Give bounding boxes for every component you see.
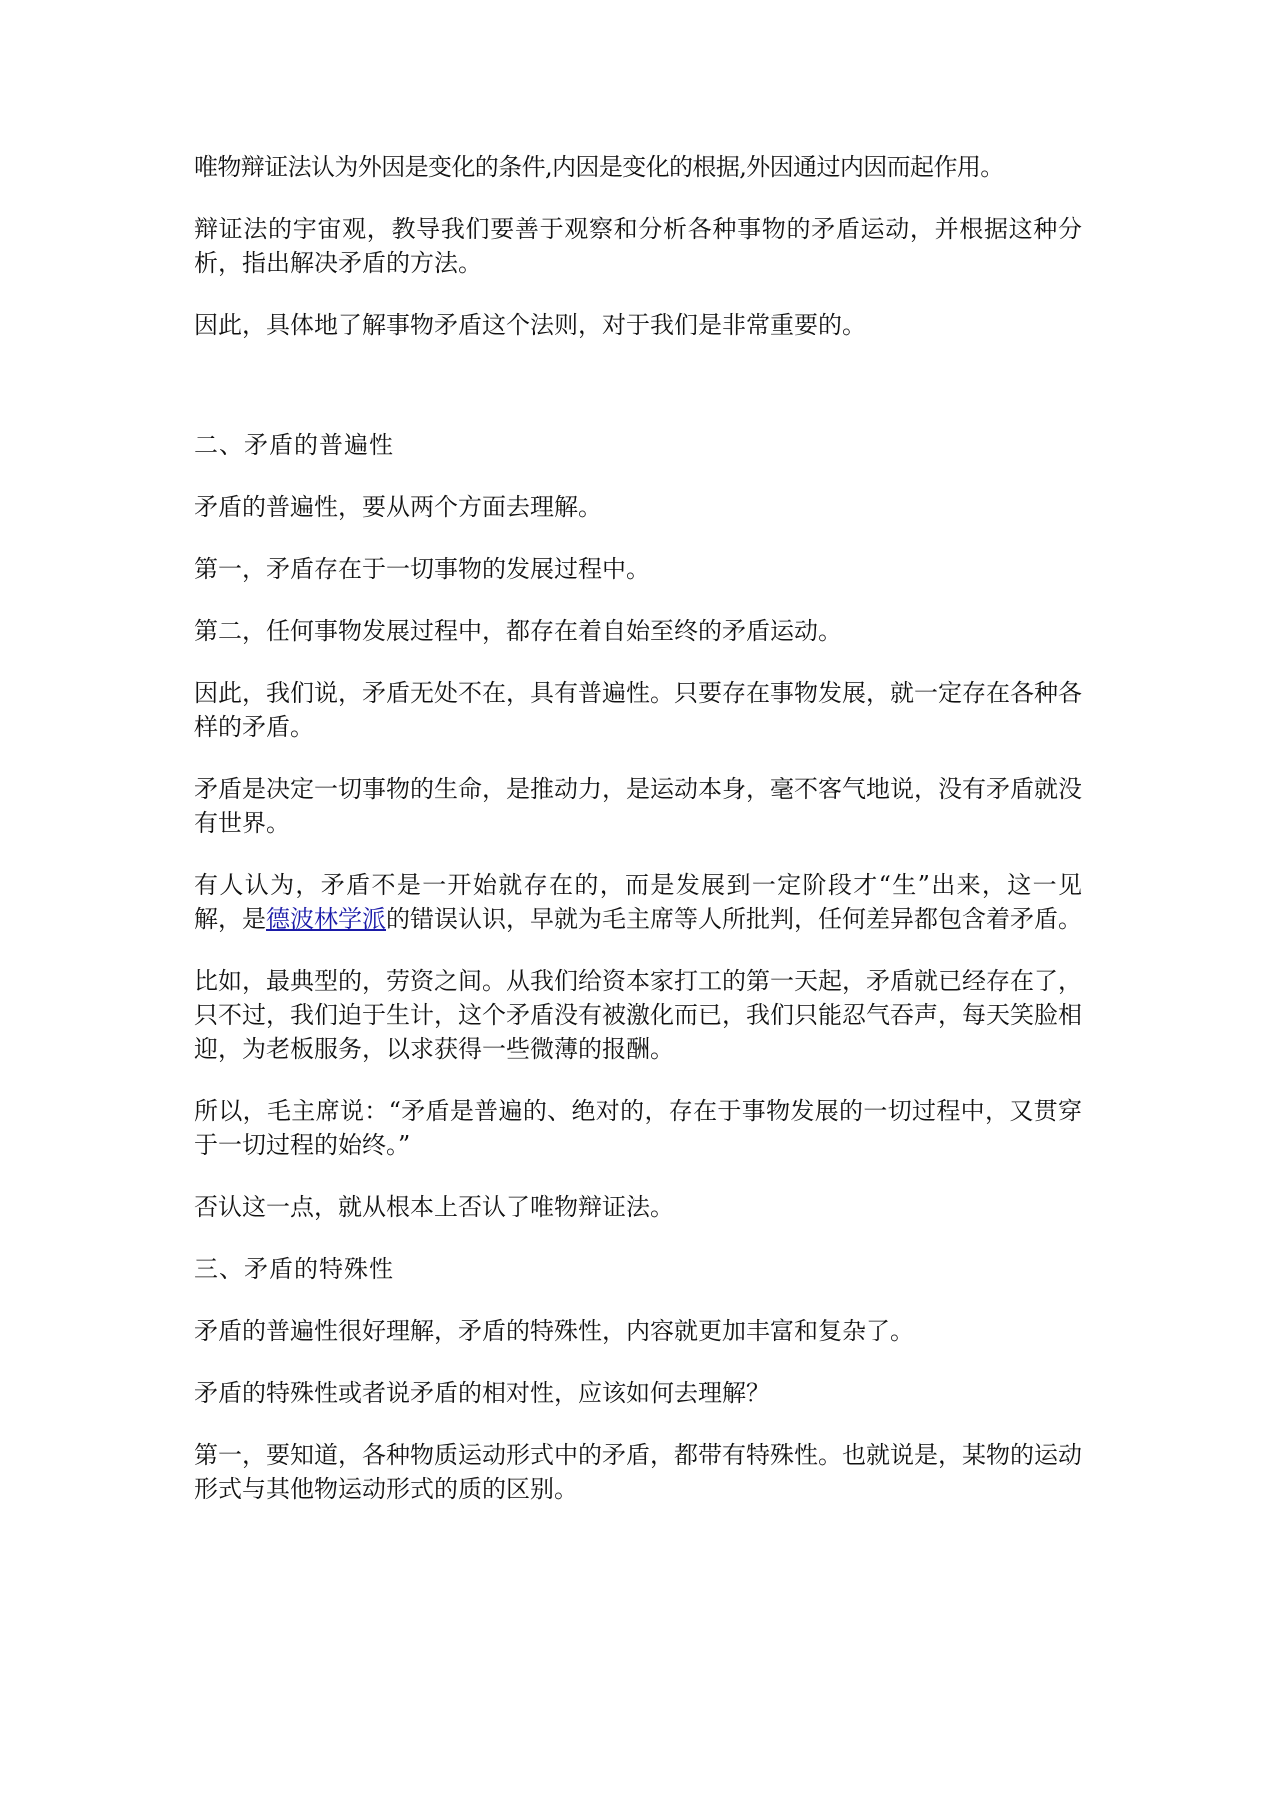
paragraph-universality-conclusion: 因此，我们说，矛盾无处不在，具有普遍性。只要存在事物发展，就一定存在各种各样的矛盾。 [194, 679, 1082, 741]
paragraph-universality-second: 第二，任何事物发展过程中，都存在着自始至终的矛盾运动。 [194, 617, 842, 645]
document-body [194, 150, 1082, 1534]
paragraph-dialectics-worldview: 辩证法的宇宙观，教导我们要善于观察和分析各种事物的矛盾运动，并根据这种分析，指出解决矛盾的方法。 [194, 215, 1082, 277]
paragraph-particularity-first: 第一，要知道，各种物质运动形式中的矛盾，都带有特殊性。也就说是，某物的运动形式与其他物运动形式的质的区别。 [194, 1441, 1082, 1503]
paragraph-universality-first: 第一，矛盾存在于一切事物的发展过程中。 [194, 555, 650, 583]
paragraph-external-internal-causes: 唯物辩证法认为外因是变化的条件,内因是变化的根据,外因通过内因而起作用。 [194, 153, 1004, 181]
section-heading-particularity: 三、矛盾的特殊性 [194, 1255, 394, 1283]
paragraph-deborin-critique [194, 868, 1082, 936]
paragraph-deborin-text-before: 有人认为，矛盾不是一开始就存在的，而是发展到一定阶段才“生”出来，这一见解，是 [194, 871, 1082, 933]
paragraph-particularity-intro: 矛盾的普遍性很好理解，矛盾的特殊性，内容就更加丰富和复杂了。 [194, 1317, 914, 1345]
paragraph-contradiction-life: 矛盾是决定一切事物的生命，是推动力，是运动本身，毫不客气地说，没有矛盾就没有世界。 [194, 775, 1082, 837]
section-heading-universality: 二、矛盾的普遍性 [194, 431, 394, 459]
section-gap [194, 370, 1082, 428]
paragraph-particularity-question: 矛盾的特殊性或者说矛盾的相对性，应该如何去理解？ [194, 1379, 770, 1407]
paragraph-labor-capital-example: 比如，最典型的，劳资之间。从我们给资本家打工的第一天起，矛盾就已经存在了，只不过，我们迫于生计，这个矛盾没有被激化而已，我们只能忍气吞声，每天笑脸相迎，为老板服务，以求获得一些微薄的报酬。 [194, 967, 1082, 1063]
paragraph-deborin-text-after: 的错误认识，早就为毛主席等人所批判，任何差异都包含着矛盾。 [386, 905, 1082, 933]
deborin-school-link[interactable]: 德波林学派 [266, 905, 386, 933]
paragraph-mao-quote: 所以，毛主席说：“矛盾是普遍的、绝对的，存在于事物发展的一切过程中，又贯穿于一切过程的始终。” [194, 1097, 1082, 1159]
paragraph-denial: 否认这一点，就从根本上否认了唯物辩证法。 [194, 1193, 674, 1221]
paragraph-universality-intro: 矛盾的普遍性，要从两个方面去理解。 [194, 493, 602, 521]
paragraph-law-importance: 因此，具体地了解事物矛盾这个法则，对于我们是非常重要的。 [194, 311, 866, 339]
